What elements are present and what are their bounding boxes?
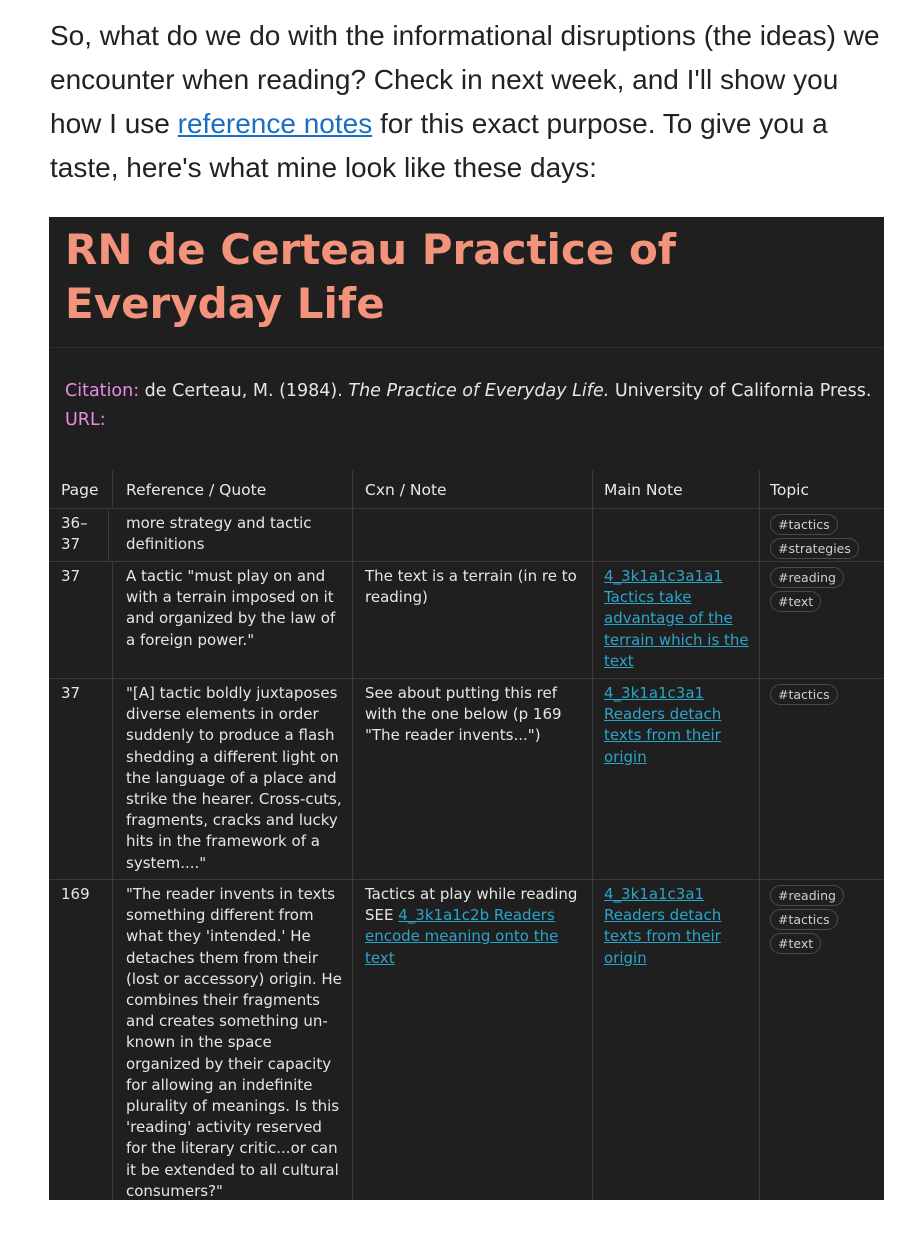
main-note-cell — [593, 562, 760, 678]
cxn-cell — [353, 509, 593, 561]
tag-chip[interactable]: #reading — [770, 567, 844, 588]
table-row — [49, 509, 884, 562]
main-note-link[interactable]: 4_3k1a1c3a1 Readers detach texts from their origin — [604, 885, 722, 967]
header-main-note: Main Note — [593, 470, 760, 508]
main-note-cell — [593, 509, 760, 561]
cxn-text: Tactics at play while reading SEE — [365, 885, 578, 925]
header-topic: Topic — [770, 481, 809, 499]
main-note-cell — [593, 880, 760, 1200]
tag-chip[interactable]: #strategies — [770, 538, 859, 559]
page-cell: 37 — [49, 562, 113, 678]
reference-note-screenshot — [49, 217, 884, 1200]
citation-block — [65, 377, 871, 435]
tag-chip[interactable]: #tactics — [770, 514, 838, 535]
citation-text: de Certeau, M. (1984). — [139, 381, 349, 401]
tag-chip[interactable]: #reading — [770, 885, 844, 906]
cxn-cell — [353, 880, 593, 1200]
tag-chip[interactable]: #tactics — [770, 684, 838, 705]
reference-cell: A tactic "must play on and with a terrain imposed on it and organized by the law of a foreign power." — [113, 562, 353, 678]
url-label: URL: — [65, 410, 106, 430]
table-row — [49, 562, 884, 679]
topic-cell — [760, 562, 884, 678]
cxn-cell: The text is a terrain (in re to reading) — [353, 562, 593, 678]
reference-cell: "The reader invents in texts something different from what they 'intended.' He detaches them from their (lost or accessory) origin. He combines their fragments and creates something un-known in the space organized by their capacity for allowing an indefinite plurality of meanings. Is this 'reading' activity reserved for the literary critic...or can it be extended to all cultural consumers?" — [113, 880, 353, 1200]
table-row — [49, 880, 884, 1200]
page-cell: 169 — [49, 880, 113, 1200]
tag-chip[interactable]: #text — [770, 591, 821, 612]
main-note-cell — [593, 679, 760, 879]
reference-cell: more strategy and tactic definitions — [113, 509, 353, 561]
citation-publisher: University of California Press. — [609, 381, 872, 401]
topic-cell — [760, 679, 884, 879]
topic-cell — [760, 880, 884, 1200]
reference-notes-link[interactable]: reference notes — [177, 108, 373, 139]
header-cxn: Cxn / Note — [353, 470, 593, 508]
page-cell: 37 — [49, 679, 113, 879]
reference-table — [49, 470, 884, 1200]
reference-cell: "[A] tactic boldly juxtaposes diverse elements in order suddenly to produce a flash shedding a different light on the language of a place and strike the hearer. Cross-cuts, fragments, cracks and lucky hits in the framework of a system...." — [113, 679, 353, 879]
main-note-link[interactable]: 4_3k1a1c3a1 Readers detach texts from their origin — [604, 684, 722, 766]
header-page: Page — [49, 470, 113, 508]
intro-text-before: So, what do we do with the informational disruptions (the ideas) we encounter when reading? Check in next week, and I'll show you how I use — [50, 20, 880, 139]
citation-label: Citation: — [65, 381, 140, 401]
tag-chip[interactable]: #tactics — [770, 909, 838, 930]
main-note-link[interactable]: 4_3k1a1c3a1a1 Tactics take advantage of the terrain which is the text — [604, 567, 749, 670]
title-divider — [49, 347, 884, 348]
cxn-cell: See about putting this ref with the one below (p 169 "The reader invents...") — [353, 679, 593, 879]
citation-line — [65, 377, 871, 406]
note-title: RN de Certeau Practice of Everyday Life — [65, 225, 677, 328]
topic-cell — [760, 509, 884, 561]
table-header-row — [49, 470, 884, 509]
citation-book-title: The Practice of Everyday Life. — [348, 381, 610, 401]
header-reference: Reference / Quote — [113, 470, 353, 508]
table-row — [49, 679, 884, 880]
intro-paragraph — [50, 14, 890, 190]
cxn-link[interactable]: 4_3k1a1c2b Readers encode meaning onto the text — [365, 906, 559, 967]
intro-text-after: for this exact purpose. To give you a taste, here's what mine look like these days: — [50, 108, 828, 183]
tag-chip[interactable]: #text — [770, 933, 821, 954]
page-cell: 36–37 — [49, 509, 109, 561]
